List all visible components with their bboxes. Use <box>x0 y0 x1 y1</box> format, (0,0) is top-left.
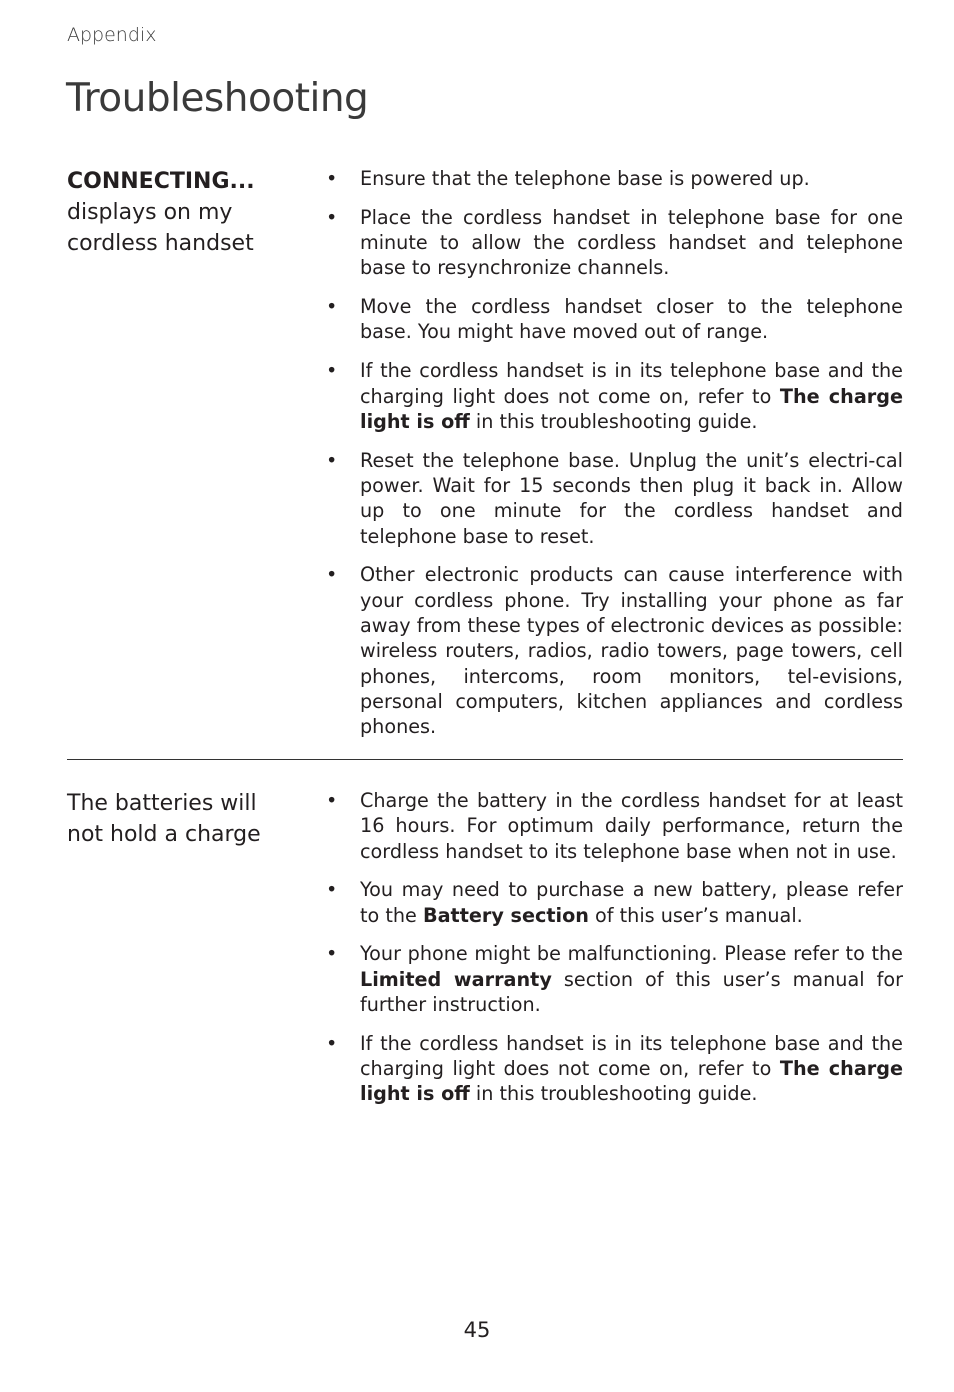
bullet-icon: • <box>326 295 338 319</box>
solution-text: section of this user’s manual for further instruction. <box>360 967 903 1017</box>
solution-list <box>325 166 903 753</box>
solution-item <box>325 941 903 1017</box>
solution-item <box>325 205 903 281</box>
issue-title <box>67 788 307 850</box>
bullet-icon: • <box>326 1031 338 1055</box>
cross-reference: The charge light is off <box>360 1057 903 1106</box>
solution-list <box>325 788 903 1120</box>
cross-reference: Battery section <box>422 903 589 927</box>
issue-title-line: The batteries will <box>67 791 257 816</box>
solution-text: Move the cordless handset closer to the telephone base. You might have moved out of range. <box>360 295 903 344</box>
section-label: Appendix <box>67 24 157 46</box>
solution-item <box>325 294 903 345</box>
solution-text: in this troubleshooting guide. <box>469 409 758 433</box>
issue-title-line: not hold a charge <box>67 822 261 847</box>
issue-title-bold: CONNECTING... <box>67 169 255 194</box>
solution-item <box>325 166 903 191</box>
issue-title-line: displays on my <box>67 200 233 225</box>
solution-item <box>325 1031 903 1107</box>
solution-text: Your phone might be malfunctioning. Please refer to the <box>360 942 903 966</box>
page-number: 45 <box>463 1318 491 1342</box>
bullet-icon: • <box>326 789 338 812</box>
solution-text: You may need to purchase a new battery, please refer to the <box>360 878 903 927</box>
bullet-icon: • <box>326 167 338 190</box>
issue-title-line: cordless handset <box>67 231 254 256</box>
solution-item <box>325 448 903 549</box>
issue-title <box>67 166 307 259</box>
bullet-icon: • <box>326 205 338 229</box>
solution-item <box>325 877 903 928</box>
bullet-icon: • <box>326 359 338 383</box>
cross-reference: The charge light is off <box>360 384 903 433</box>
solution-text: Reset the telephone base. Unplug the unit’s electri-cal power. Wait for 15 seconds then plug it back in. Allow up to one minute for the cordless handset and telephone base to reset. <box>360 448 903 548</box>
cross-reference: Limited warranty <box>360 967 552 991</box>
solution-item <box>325 562 903 739</box>
bullet-icon: • <box>326 563 338 587</box>
page-title: Troubleshooting <box>66 76 369 121</box>
solution-item <box>325 358 903 434</box>
bullet-icon: • <box>326 878 338 902</box>
solution-text: If the cordless handset is in its telephone base and the charging light does not come on, refer to <box>360 359 903 408</box>
solution-text: of this user’s manual. <box>588 903 803 927</box>
solution-item <box>325 788 903 864</box>
solution-text: Ensure that the telephone base is powered up. <box>360 167 810 190</box>
solution-text: Other electronic products can cause interference with your cordless phone. Try installing your phone as far away from these types of electronic devices as possible: wireless routers, radios, radio towers, page towers, cell phones, intercoms, room monitors, tel-evisions, personal computers, kitchen appliances and cordless phones. <box>360 563 903 739</box>
bullet-icon: • <box>326 942 338 966</box>
solution-text: If the cordless handset is in its telephone base and the charging light does not come on, refer to <box>360 1031 903 1081</box>
solution-text: in this troubleshooting guide. <box>469 1082 758 1106</box>
solution-text: Charge the battery in the cordless handset for at least 16 hours. For optimum daily performance, return the cordless handset to its telephone base when not in use. <box>360 789 903 863</box>
bullet-icon: • <box>326 448 338 472</box>
solution-text: Place the cordless handset in telephone base for one minute to allow the cordless handset and telephone base to resynchronize channels. <box>360 205 903 280</box>
section-divider <box>67 759 903 760</box>
